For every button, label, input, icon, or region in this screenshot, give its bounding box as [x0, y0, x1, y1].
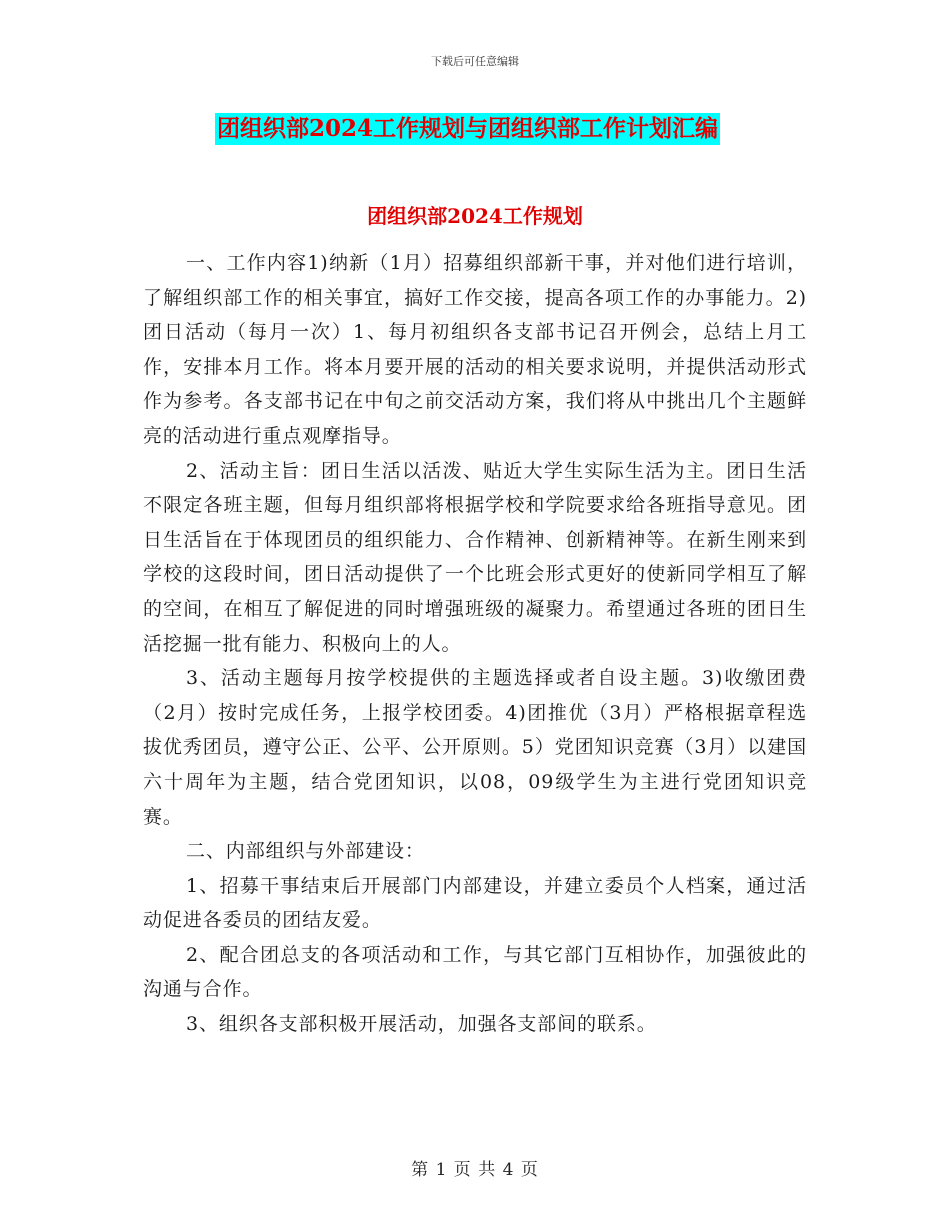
document-body: [143, 246, 807, 1042]
paragraph-activity-theme: 3、活动主题每月按学校提供的主题选择或者自设主题。3)收缴团费（2月）按时完成任务，上报学校团委。4)团推优（3月）严格根据章程选拔优秀团员，遵守公正、公平、公开原则。5）党团知识竞赛（3月）以建国六十周年为主题，结合党团知识，以08，09级学生为主进行党团知识竞赛。: [143, 667, 807, 828]
page-footer: 第 1 页 共 4 页: [411, 1160, 539, 1180]
paragraph-activity-purpose: 2、活动主旨：团日生活以活泼、贴近大学生实际生活为主。团日生活不限定各班主题，但每月组织部将根据学校和学院要求给各班指导意见。团日生活旨在于体现团员的组织能力、合作精神、创新精神等。在新生刚来到学校的这段时间，团日活动提供了一个比班会形式更好的使新同学相互了解的空间，在相互了解促进的同时增强班级的凝聚力。希望通过各班的团日生活挖掘一批有能力、积极向上的人。: [143, 459, 807, 655]
paragraph-section-two-heading: 二、内部组织与外部建设：: [186, 840, 425, 863]
section-title: 团组织部2024工作规划: [367, 204, 583, 228]
paragraph-work-content: 一、工作内容1)纳新（1月）招募组织部新干事，并对他们进行培训，了解组织部工作的相关事宜，搞好工作交接，提高各项工作的办事能力。2)团日活动（每月一次）1、每月初组织各支部书记召开例会，总结上月工作，安排本月工作。将本月要开展的活动的相关要求说明，并提供活动形式作为参考。各支部书记在中旬之前交活动方案，我们将从中挑出几个主题鲜亮的活动进行重点观摩指导。: [143, 252, 807, 447]
paragraph-cooperation: 2、配合团总支的各项活动和工作，与其它部门互相协作，加强彼此的沟通与合作。: [143, 943, 807, 1001]
document-title: 团组织部2024工作规划与团组织部工作计划汇编: [215, 113, 720, 145]
header-note: 下载后可任意编辑: [431, 55, 519, 68]
paragraph-branch-activities: 3、组织各支部积极开展活动，加强各支部间的联系。: [186, 1013, 657, 1036]
paragraph-internal-building: 1、招募干事结束后开展部门内部建设，并建立委员个人档案，通过活动促进各委员的团结友爱。: [143, 874, 807, 932]
